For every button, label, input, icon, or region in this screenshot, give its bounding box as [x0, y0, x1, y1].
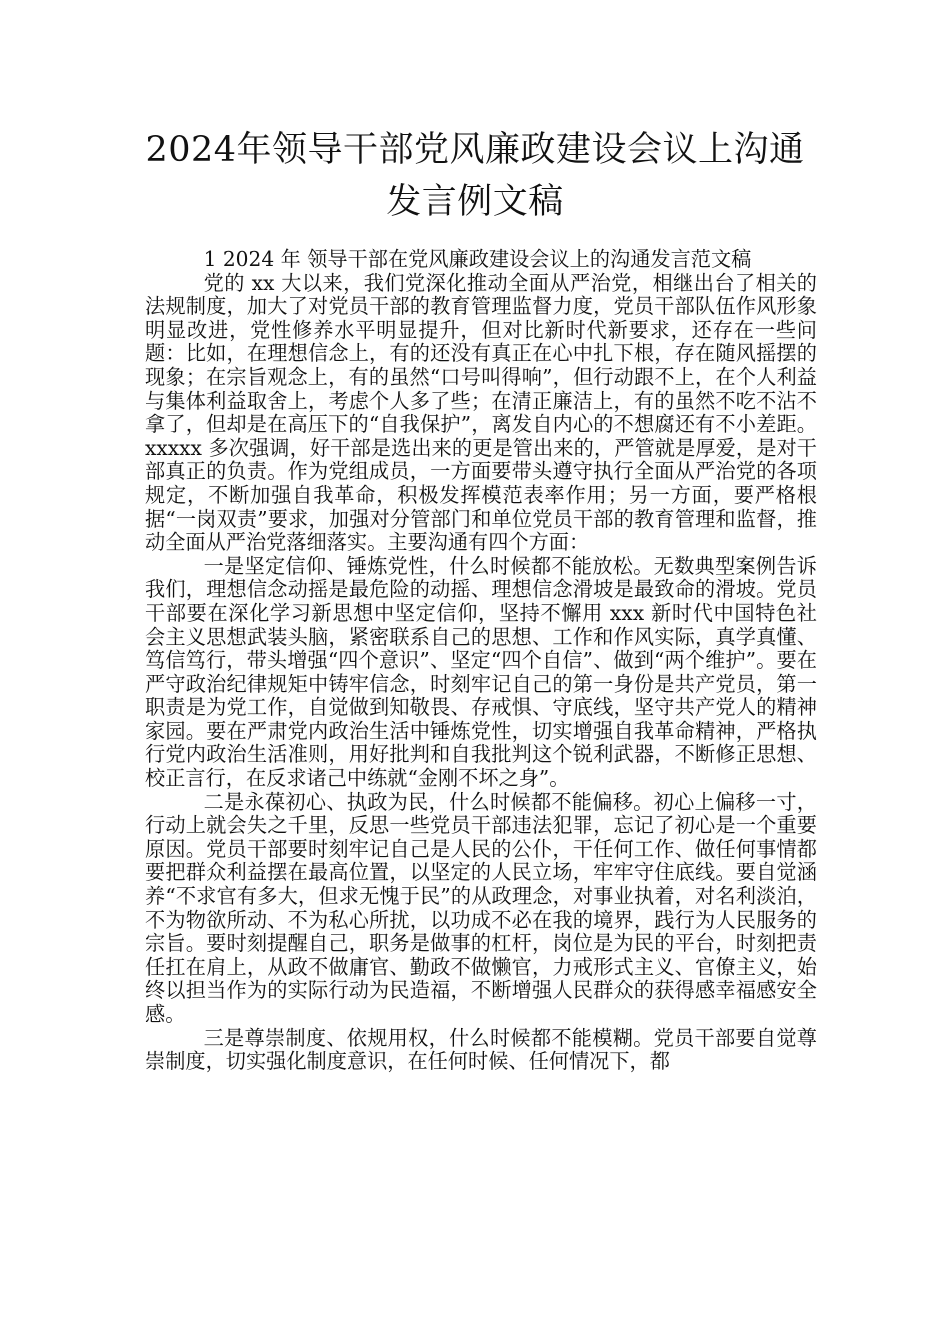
paragraph: 一是坚定信仰、锤炼党性，什么时候都不能放松。无数典型案例告诉我们，理想信念动摇是最危险的动摇、理想信念滑坡是最致命的滑坡。党员干部要在深化学习新思想中坚定信仰，坚持不懈用 xxx 新时代中国特色社会主义思想武装头脑，紧密联系自己的思想、工作和作风实际，真学真懂、笃信笃行，带头增强“四个意识”、坚定“四个自信”、做到“两个维护”。要在严守政治纪律规矩中铸牢信念，时刻牢记自己的第一身份是共产党员，第一职责是为党工作，自觉做到知敬畏、存戒惧、守底线，坚守共产党人的精神家园。要在严肃党内政治生活中锤炼党性，切实增强自我革命精神，严格执行党内政治生活准则，用好批判和自我批判这个锐利武器，不断修正思想、校正言行，在反求诸己中练就“金刚不坏之身”。: [145, 553, 817, 791]
paragraph: 二是永葆初心、执政为民，什么时候都不能偏移。初心上偏移一寸，行动上就会失之千里，反思一些党员干部违法犯罪，忘记了初心是一个重要原因。党员干部要时刻牢记自己是人民的公仆，干任何工作、做任何事情都要把群众利益摆在最高位置，以坚定的人民立场，牢牢守住底线。要自觉涵养“不求官有多大，但求无愧于民”的从政理念，对事业执着，对名利淡泊，不为物欲所动、不为私心所扰，以功成不必在我的境界，践行为人民服务的宗旨。要时刻提醒自己，职务是做事的杠杆，岗位是为民的平台，时刻把责任扛在肩上，从政不做庸官、勤政不做懒官，力戒形式主义、官僚主义，始终以担当作为的实际行动为民造福，不断增强人民群众的获得感幸福感安全感。: [145, 789, 817, 1026]
document-title: [100, 124, 850, 228]
title-line-1: 2024年领导干部党风廉政建设会议上沟通: [145, 130, 805, 170]
document-heading: 1 2024 年 领导干部在党风廉政建设会议上的沟通发言范文稿: [203, 247, 752, 271]
title-line-2: 发言例文稿: [386, 182, 564, 222]
document-body: [145, 248, 817, 1074]
paragraph: 三是尊崇制度、依规用权，什么时候都不能模糊。党员干部要自觉尊崇制度，切实强化制度意识，在任何时候、任何情况下，都: [145, 1025, 817, 1074]
paragraph: 党的 xx 大以来，我们党深化推动全面从严治党，相继出台了相关的法规制度，加大了对党员干部的教育管理监督力度，党员干部队伍作风形象明显改进，党性修养水平明显提升，但对比新时代新要求，还存在一些问题：比如，在理想信念上，有的还没有真正在心中扎下根，存在随风摇摆的现象；在宗旨观念上，有的虽然“口号叫得响”，但行动跟不上，在个人利益与集体利益取舍上，考虑个人多了些；在清正廉洁上，有的虽然不吃不沾不拿了，但却是在高压下的“自我保护”，离发自内心的不想腐还有不小差距。xxxxx 多次强调，好干部是选出来的更是管出来的，严管就是厚爱，是对干部真正的负责。作为党组成员，一方面要带头遵守执行全面从严治党的各项规定，不断加强自我革命，积极发挥模范表率作用；另一方面，要严格根据“一岗双责”要求，加强对分管部门和单位党员干部的教育管理和监督，推动全面从严治党落细落实。主要沟通有四个方面：: [145, 270, 817, 555]
